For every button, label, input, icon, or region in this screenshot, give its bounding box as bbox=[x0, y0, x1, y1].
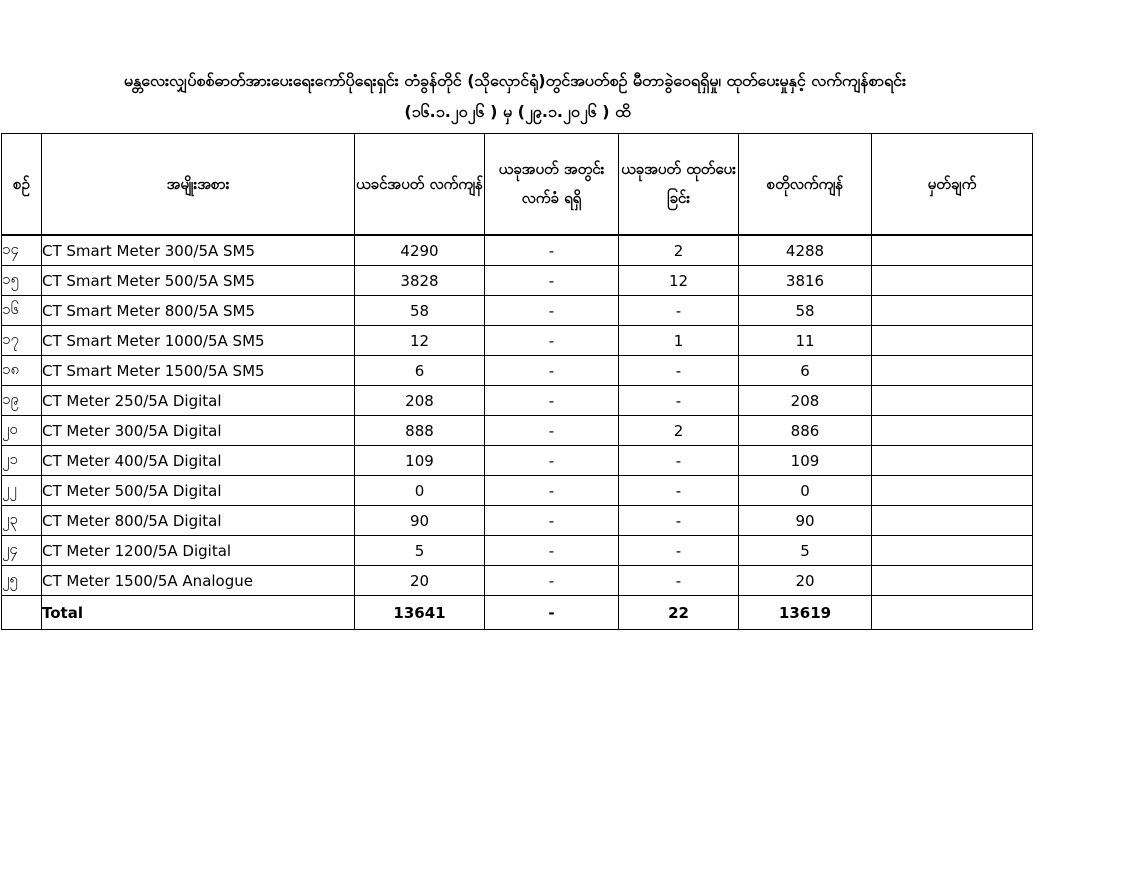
cell-type: CT Smart Meter 300/5A SM5 bbox=[42, 235, 355, 266]
cell-issued: - bbox=[619, 446, 739, 476]
total-label: Total bbox=[42, 596, 355, 630]
cell-issued: - bbox=[619, 296, 739, 326]
cell-no: ၁၄ bbox=[2, 235, 42, 266]
cell-issued: - bbox=[619, 386, 739, 416]
total-issued: 22 bbox=[619, 596, 739, 630]
cell-received: - bbox=[485, 416, 619, 446]
cell-received: - bbox=[485, 446, 619, 476]
cell-balance: 58 bbox=[739, 296, 872, 326]
total-prev-balance: 13641 bbox=[355, 596, 485, 630]
table-row bbox=[2, 235, 1033, 266]
cell-remarks bbox=[872, 296, 1033, 326]
cell-remarks bbox=[872, 536, 1033, 566]
header-no: စဉ် bbox=[2, 134, 42, 236]
cell-received: - bbox=[485, 235, 619, 266]
cell-no: ၂၁ bbox=[2, 446, 42, 476]
cell-no: ၁၈ bbox=[2, 356, 42, 386]
cell-balance: 5 bbox=[739, 536, 872, 566]
cell-no: ၂၃ bbox=[2, 506, 42, 536]
table-row bbox=[2, 416, 1033, 446]
cell-remarks bbox=[872, 356, 1033, 386]
cell-received: - bbox=[485, 476, 619, 506]
cell-issued: 1 bbox=[619, 326, 739, 356]
cell-balance: 886 bbox=[739, 416, 872, 446]
cell-issued: 2 bbox=[619, 416, 739, 446]
cell-received: - bbox=[485, 356, 619, 386]
cell-remarks bbox=[872, 235, 1033, 266]
cell-issued: - bbox=[619, 476, 739, 506]
cell-no: ၁၆ bbox=[2, 296, 42, 326]
cell-prev-balance: 12 bbox=[355, 326, 485, 356]
cell-remarks bbox=[872, 416, 1033, 446]
table-row bbox=[2, 506, 1033, 536]
table-row bbox=[2, 536, 1033, 566]
cell-remarks bbox=[872, 566, 1033, 596]
cell-prev-balance: 58 bbox=[355, 296, 485, 326]
cell-balance: 20 bbox=[739, 566, 872, 596]
total-balance: 13619 bbox=[739, 596, 872, 630]
cell-balance: 4288 bbox=[739, 235, 872, 266]
cell-remarks bbox=[872, 386, 1033, 416]
cell-prev-balance: 0 bbox=[355, 476, 485, 506]
table-row bbox=[2, 356, 1033, 386]
cell-received: - bbox=[485, 326, 619, 356]
report-title: မန္တလေးလျှပ်စစ်ဓာတ်အားပေးရေးကော်ပိုရေးရှင်း တံခွန်တိုင် (သိုလှောင်ရုံ)တွင်အပတ်စဉ် မီတာခွဲဝေရရှိမှု၊ ထုတ်ပေးမှုနှင့် လက်ကျန်စာရင်း bbox=[123, 71, 907, 90]
cell-received: - bbox=[485, 296, 619, 326]
cell-type: CT Meter 500/5A Digital bbox=[42, 476, 355, 506]
table-row bbox=[2, 446, 1033, 476]
total-remarks-cell bbox=[872, 596, 1033, 630]
header-remarks: မှတ်ချက် bbox=[872, 134, 1033, 236]
cell-type: CT Smart Meter 800/5A SM5 bbox=[42, 296, 355, 326]
cell-remarks bbox=[872, 326, 1033, 356]
table-row bbox=[2, 266, 1033, 296]
cell-type: CT Meter 800/5A Digital bbox=[42, 506, 355, 536]
cell-balance: 11 bbox=[739, 326, 872, 356]
total-received: - bbox=[485, 596, 619, 630]
cell-type: CT Smart Meter 500/5A SM5 bbox=[42, 266, 355, 296]
cell-no: ၂၀ bbox=[2, 416, 42, 446]
cell-type: CT Meter 400/5A Digital bbox=[42, 446, 355, 476]
cell-prev-balance: 20 bbox=[355, 566, 485, 596]
cell-issued: 12 bbox=[619, 266, 739, 296]
header-issued: ယခုအပတ် ထုတ်ပေးခြင်း bbox=[619, 134, 739, 236]
cell-type: CT Meter 300/5A Digital bbox=[42, 416, 355, 446]
cell-type: CT Smart Meter 1000/5A SM5 bbox=[42, 326, 355, 356]
cell-no: ၂၄ bbox=[2, 536, 42, 566]
cell-no: ၂၂ bbox=[2, 476, 42, 506]
cell-no: ၂၅ bbox=[2, 566, 42, 596]
cell-received: - bbox=[485, 536, 619, 566]
cell-balance: 6 bbox=[739, 356, 872, 386]
cell-prev-balance: 109 bbox=[355, 446, 485, 476]
cell-type: CT Meter 1200/5A Digital bbox=[42, 536, 355, 566]
header-type: အမျိုးအစား bbox=[42, 134, 355, 236]
cell-remarks bbox=[872, 506, 1033, 536]
cell-prev-balance: 888 bbox=[355, 416, 485, 446]
cell-issued: - bbox=[619, 506, 739, 536]
cell-prev-balance: 90 bbox=[355, 506, 485, 536]
cell-balance: 0 bbox=[739, 476, 872, 506]
cell-balance: 90 bbox=[739, 506, 872, 536]
cell-received: - bbox=[485, 506, 619, 536]
table-body bbox=[2, 235, 1033, 630]
cell-type: CT Meter 250/5A Digital bbox=[42, 386, 355, 416]
cell-received: - bbox=[485, 566, 619, 596]
cell-no: ၁၉ bbox=[2, 386, 42, 416]
table-row bbox=[2, 326, 1033, 356]
cell-prev-balance: 4290 bbox=[355, 235, 485, 266]
cell-no: ၁၅ bbox=[2, 266, 42, 296]
table-row bbox=[2, 296, 1033, 326]
cell-remarks bbox=[872, 476, 1033, 506]
cell-prev-balance: 208 bbox=[355, 386, 485, 416]
cell-remarks bbox=[872, 266, 1033, 296]
cell-balance: 109 bbox=[739, 446, 872, 476]
cell-balance: 208 bbox=[739, 386, 872, 416]
cell-prev-balance: 3828 bbox=[355, 266, 485, 296]
total-no-cell bbox=[2, 596, 42, 630]
table-row bbox=[2, 566, 1033, 596]
cell-prev-balance: 6 bbox=[355, 356, 485, 386]
cell-issued: - bbox=[619, 356, 739, 386]
cell-balance: 3816 bbox=[739, 266, 872, 296]
header-balance: စတိုလက်ကျန် bbox=[739, 134, 872, 236]
cell-received: - bbox=[485, 266, 619, 296]
report-date-range: (၁၆.၁.၂၀၂၆ ) မှ (၂၉.၁.၂၀၂၆ ) ထိ bbox=[404, 102, 631, 121]
cell-type: CT Smart Meter 1500/5A SM5 bbox=[42, 356, 355, 386]
meter-stock-table bbox=[1, 133, 1033, 630]
table-header-row bbox=[2, 134, 1033, 236]
cell-remarks bbox=[872, 446, 1033, 476]
cell-issued: 2 bbox=[619, 235, 739, 266]
table-row bbox=[2, 476, 1033, 506]
cell-no: ၁၇ bbox=[2, 326, 42, 356]
header-prev-balance: ယခင်အပတ် လက်ကျန် bbox=[355, 134, 485, 236]
cell-issued: - bbox=[619, 536, 739, 566]
cell-prev-balance: 5 bbox=[355, 536, 485, 566]
total-row bbox=[2, 596, 1033, 630]
cell-issued: - bbox=[619, 566, 739, 596]
table-row bbox=[2, 386, 1033, 416]
cell-received: - bbox=[485, 386, 619, 416]
header-received: ယခုအပတ် အတွင်းလက်ခံ ရရှိ bbox=[485, 134, 619, 236]
cell-type: CT Meter 1500/5A Analogue bbox=[42, 566, 355, 596]
